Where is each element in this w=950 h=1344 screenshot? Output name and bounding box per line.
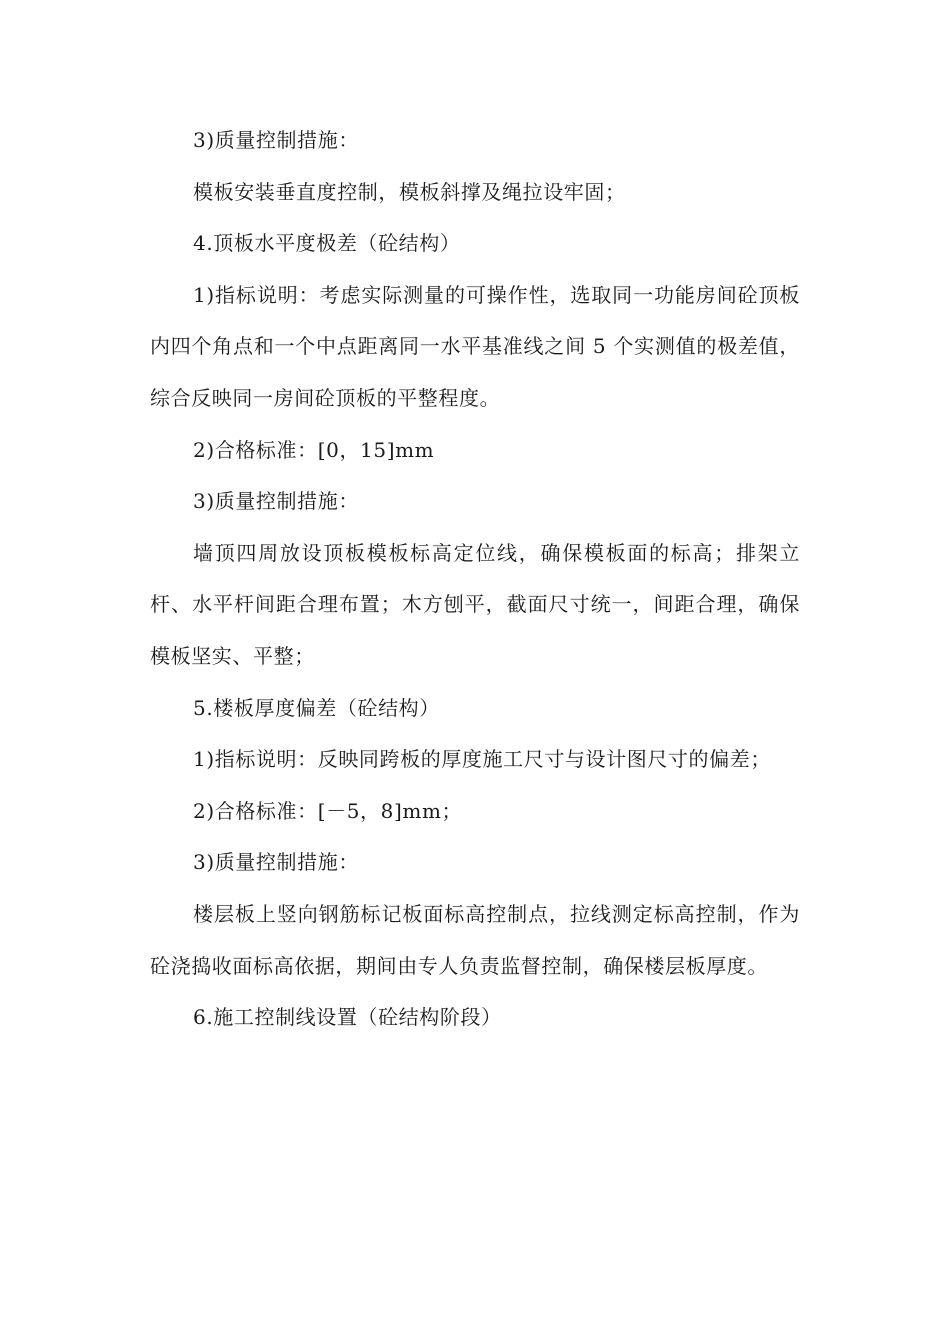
paragraph-indicator-4: 1)指标说明：考虑实际测量的可操作性，选取同一功能房间砼顶板内四个角点和一个中点距离同一水平基准线之间 5 个实测值的极差值，综合反映同一房间砼顶板的平整程度。 — [150, 282, 800, 410]
heading-section-5: 5.楼板厚度偏差（砼结构） — [193, 695, 440, 720]
paragraph-standard-5: 2)合格标准：[－5，8]mm； — [193, 798, 463, 823]
paragraph-indicator-5: 1)指标说明：反映同跨板的厚度施工尺寸与设计图尺寸的偏差； — [193, 747, 771, 772]
paragraph-measures-text-5: 楼层板上竖向钢筋标记板面标高控制点，拉线测定标高控制，作为砼浇捣收面标高依据，期间由专人负责监督控制，确保楼层板厚度。 — [150, 901, 800, 978]
heading-section-6: 6.施工控制线设置（砼结构阶段） — [193, 1005, 502, 1030]
paragraph-quality-measures-4: 3)质量控制措施： — [193, 489, 359, 514]
paragraph-measures-text-4: 墙顶四周放设顶板模板标高定位线，确保模板面的标高；排架立杆、水平杆间距合理布置；木方刨平，截面尺寸统一，间距合理，确保模板坚实、平整； — [150, 540, 800, 668]
heading-section-4: 4.顶板水平度极差（砼结构） — [193, 231, 461, 256]
paragraph-quality-measures-5: 3)质量控制措施： — [193, 850, 359, 875]
paragraph-standard-4: 2)合格标准：[0，15]mm — [193, 437, 435, 462]
document-body — [150, 115, 800, 1044]
paragraph-formwork-verticality: 模板安装垂直度控制，模板斜撑及绳拉设牢固； — [193, 179, 626, 204]
paragraph-quality-measures-3a: 3)质量控制措施： — [193, 128, 359, 152]
